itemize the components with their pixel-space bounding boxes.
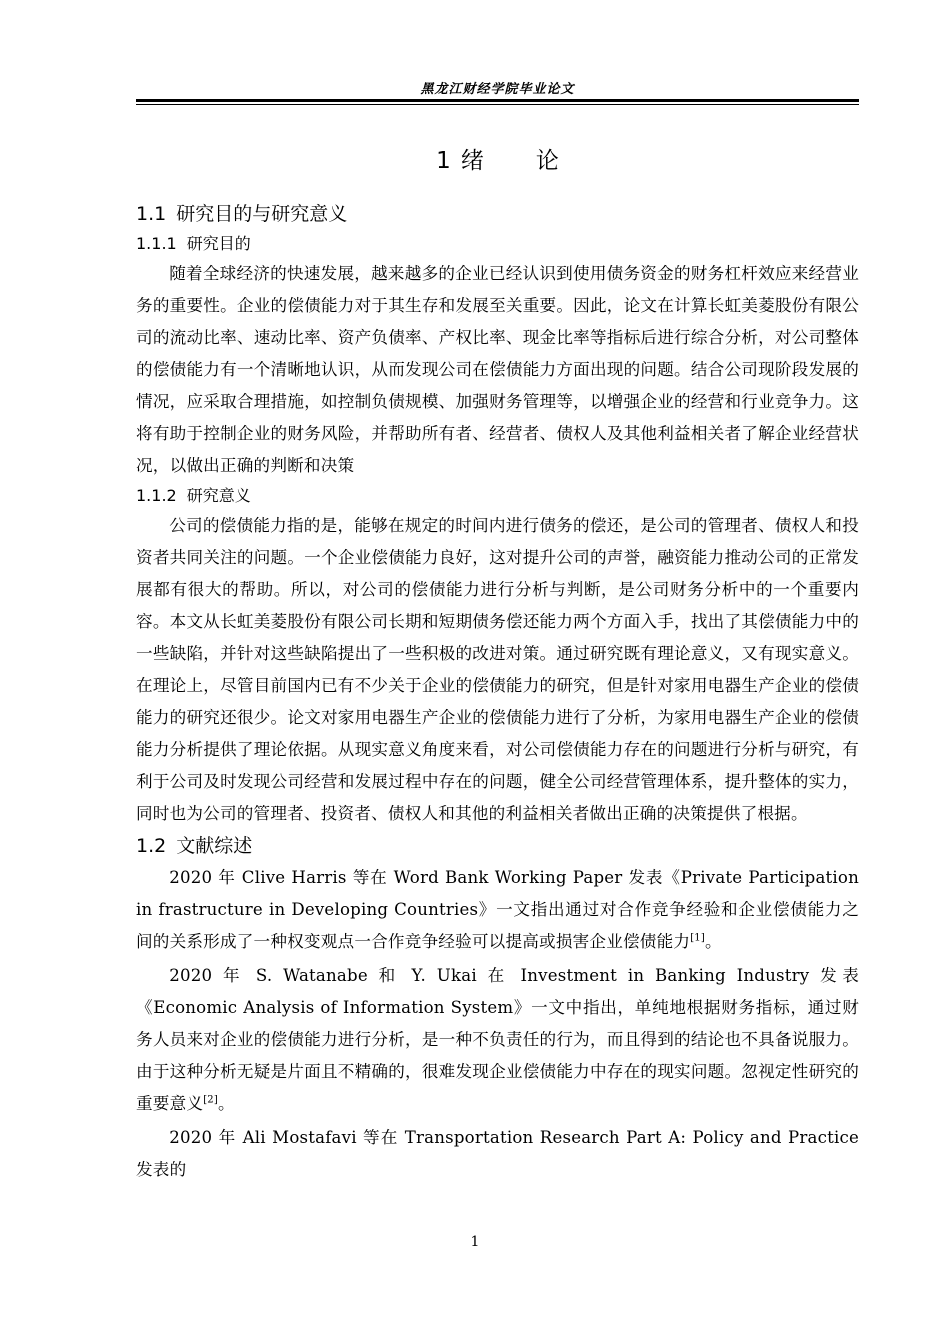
section-number: 1.1.1 (136, 234, 177, 253)
section-title: 文献综述 (176, 835, 253, 857)
citation-ref: [2] (203, 1094, 218, 1106)
paragraph-literature-3 (136, 1122, 859, 1186)
header-rule-thin (136, 104, 859, 105)
paragraph-research-purpose: 随着全球经济的快速发展，越来越多的企业已经认识到使用债务资金的财务杠杆效应来经营业务的重要性。企业的偿债能力对于其生存和发展至关重要。因此，论文在计算长虹美菱股份有限公司的流动比率、速动比率、资产负债率、产权比率、现金比率等指标后进行综合分析，对公司整体的偿债能力有一个清晰地认识，从而发现公司在偿债能力方面出现的问题。结合公司现阶段发展的情况，应采取合理措施，如控制负债规模、加强财务管理等，以增强企业的经营和行业竞争力。这将有助于控制企业的财务风险，并帮助所有者、经营者、债权人及其他利益相关者了解企业经营状况，以做出正确的判断和决策 (136, 264, 859, 475)
section-heading-1-1-1 (136, 230, 859, 258)
sentence-end: 。 (217, 1094, 235, 1113)
section-heading-1-2 (136, 830, 859, 862)
paragraph-research-significance: 公司的偿债能力指的是，能够在规定的时间内进行债务的偿还，是公司的管理者、债权人和投资者共同关注的问题。一个企业偿债能力良好，这对提升公司的声誉，融资能力推动公司的正常发展都有很大的帮助。所以，对公司的偿债能力进行分析与判断，是公司财务分析中的一个重要内容。本文从长虹美菱股份有限公司长期和短期债务偿还能力两个方面入手，找出了其偿债能力中的一些缺陷，并针对这些缺陷提出了一些积极的改进对策。通过研究既有理论意义，又有现实意义。在理论上，尽管目前国内已有不少关于企业的偿债能力的研究，但是针对家用电器生产企业的偿债能力的研究还很少。论文对家用电器生产企业的偿债能力进行了分析，为家用电器生产企业的偿债能力分析提供了理论依据。从现实意义角度来看，对公司偿债能力存在的问题进行分析与研究，有利于公司及时发现公司经营和发展过程中存在的问题，健全公司经营管理体系，提升整体的实力，同时也为公司的管理者、投资者、债权人和其他的利益相关者做出正确的决策提供了根据。 (136, 516, 859, 823)
chapter-title-char-2: 论 (535, 148, 559, 174)
section-number: 1.1 (136, 203, 167, 225)
section-number: 1.1.2 (136, 486, 177, 505)
section-title: 研究意义 (186, 486, 251, 505)
literature-text: 2020 年 S. Watanabe 和 Y. Ukai 在 Investment in Banking Industry 发表《Economic Analysis of Information System》一文中指出，单纯地根据财务指标，通过财务人员来对企业的偿债能力进行分析，是一种不负责任的行为，而且得到的结论也不具备说服力。由于这种分析无疑是片面且不精确的，很难发现企业偿债能力中存在的现实问题。忽视定性研究的重要意义 (136, 966, 859, 1113)
paragraph-literature-1 (136, 862, 859, 958)
section-number: 1.2 (136, 835, 167, 857)
section-heading-1-1 (136, 198, 859, 230)
chapter-number: 1 (436, 148, 451, 174)
section-heading-1-1-2 (136, 482, 859, 510)
body-content (136, 198, 859, 1186)
chapter-title (136, 142, 859, 175)
literature-text: 2020 年 Ali Mostafavi 等在 Transportation Research Part A: Policy and Practice 发表的 (136, 1128, 859, 1179)
citation-ref: [1] (690, 932, 705, 944)
running-header: 黑龙江财经学院毕业论文 (420, 82, 575, 97)
literature-text: 2020 年 Clive Harris 等在 Word Bank Working Paper 发表《Private Participation in frastructure in Developing Countries》一文指出通过对合作竞争经验和企业偿债能力之间的关系形成了一种权变观点一合作竞争经验可以提高或损害企业偿债能力 (136, 868, 859, 951)
header-rule-thick (136, 99, 859, 102)
page-number: 1 (470, 1234, 480, 1250)
section-title: 研究目的 (186, 234, 251, 253)
chapter-title-char-1: 绪 (460, 148, 484, 174)
paragraph-literature-2 (136, 960, 859, 1120)
sentence-end: 。 (704, 932, 722, 951)
section-title: 研究目的与研究意义 (176, 203, 348, 225)
